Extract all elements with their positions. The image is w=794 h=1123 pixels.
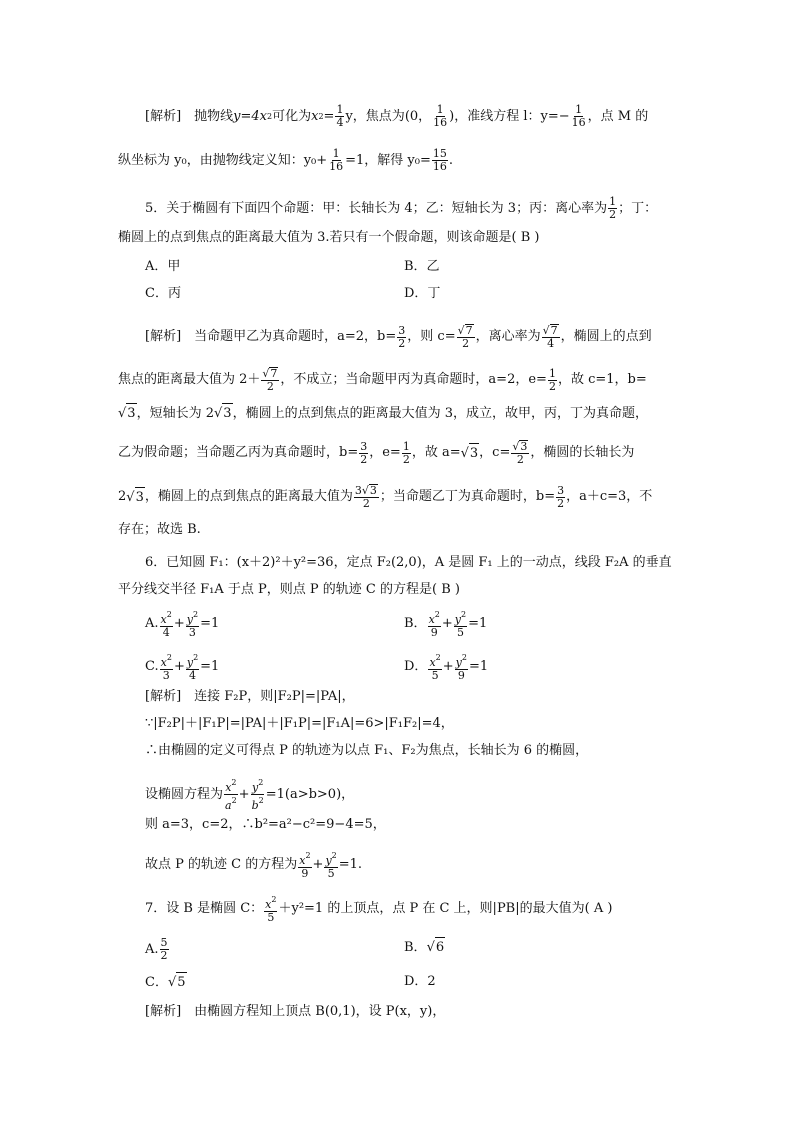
q6-line2: 平分线交半径 F₁A 于点 P，则点 P 的轨迹 C 的方程是( B ): [118, 582, 460, 597]
fraction: $\frac{1}{16}$: [571, 103, 586, 129]
text: [解析] 抛物线: [145, 108, 234, 124]
text: .: [448, 152, 454, 168]
q7-option-c: C． √5: [145, 972, 187, 993]
q6-option-d: D． $\frac{x^2}{5}$ + $\frac{y^2}{9}$ =1: [404, 653, 489, 682]
q7-option-a: A. $\frac{5}{2}$: [145, 936, 168, 962]
fraction: $\frac{1}{16}$: [329, 147, 344, 173]
analysis5-line4: 乙为假命题；当命题乙丙为真命题时，b= $\frac{3}{2}$ ，e= $\frac{1}{2}$ ，故 a= √3 ，c= $\frac{√3}{2}$ ，椭圆的长轴长为: [118, 439, 635, 466]
analysis6-line1: [解析] 连接 F₂P，则|F₂P|=|PA|，: [145, 689, 355, 704]
text: 可化为: [272, 108, 312, 124]
analysis5-line3: √3 ，短轴长为 2 √3 ，椭圆上的点到焦点的距离最大值为 3，成立，故甲，丙，丁为真命题，: [118, 403, 648, 424]
q5-line1: [145, 196, 657, 221]
q7-option-d: D．2: [404, 974, 436, 989]
analysis4-line1: [解析] 抛物线 y=4x 2 可化为 x 2 = $\frac{1}{4}$ y，焦点为 (0， $\frac{1}{16}$ ) ，准线方程 l：y=− $\frac{1}{16}$ ，点 M 的: [145, 103, 649, 129]
analysis5-line2: 焦点的距离最大值为 2＋ $\frac{√7}{2}$ ，不成立；当命题甲丙为真命题时，a=2，e= $\frac{1}{2}$ ，故 c=1，b=: [118, 366, 647, 393]
eq: y=4x: [233, 108, 267, 124]
analysis5-line6: 存在；故选 B.: [118, 522, 201, 537]
text: =1，解得 y₀=: [345, 152, 431, 168]
text: ，准线方程 l：y=−: [454, 108, 570, 124]
q5-option-d: D．丁: [404, 286, 441, 301]
q5-option-c: C．丙: [145, 286, 181, 301]
analysis5-line5: 2 √3 ，椭圆上的点到焦点的距离最大值为 $\frac{3√3}{2}$ ；当命题乙丁为真命题时，b= $\frac{3}{2}$ ，a＋c=3，不: [118, 483, 653, 510]
fraction: $\frac{1}{4}$: [336, 103, 344, 129]
q6-line1: 6．已知圆 F₁：(x＋2)²＋y²=36，定点 F₂(2,0)，A 是圆 F₁ 上的一动点，线段 F₂A 的垂直: [145, 555, 672, 570]
analysis7-line1: [解析] 由椭圆方程知上顶点 B(0,1)，设 P(x，y)，: [145, 1004, 446, 1019]
q6-option-c: C. $\frac{x^2}{3}$ + $\frac{y^2}{4}$ =1: [145, 653, 220, 682]
q7-line1: 7．设 B 是椭圆 C： $\frac{x^2}{5}$ ＋y²=1 的上顶点，点 P 在 C 上，则|PB|的最大值为( A ): [145, 895, 613, 924]
analysis6-line6: 故点 P 的轨迹 C 的方程为 $\frac{x^2}{9}$ + $\frac{y^2}{5}$ =1.: [145, 851, 363, 880]
eq: x: [311, 108, 319, 124]
analysis5-line1: [解析] 当命题甲乙为真命题时，a=2，b= $\frac{3}{2}$ ，则 c= $\frac{√7}{2}$ ，离心率为 $\frac{√7}{4}$ ，椭圆上的点到: [145, 323, 652, 350]
text: ；丁：: [618, 200, 658, 216]
fraction: $\frac{15}{16}$: [432, 147, 447, 173]
text: 椭圆上的点到焦点的距离最大值为 3.若只有一个假命题，则该命题是( B ): [118, 230, 540, 245]
q5-option-b: B．乙: [404, 259, 440, 274]
analysis6-line4: 设椭圆方程为 $\frac{x^2}{a^2}$ + $\frac{y^2}{b^2}$ =1(a>b>0)，: [145, 778, 355, 812]
text: ，点 M 的: [587, 108, 649, 124]
q5-line2: [118, 228, 540, 248]
fraction: $\frac{1}{16}$: [433, 103, 448, 129]
q6-option-b: B． $\frac{x^2}{9}$ + $\frac{y^2}{5}$ =1: [404, 610, 488, 639]
q6-option-a: A. $\frac{x^2}{4}$ + $\frac{y^2}{3}$ =1: [145, 610, 220, 639]
analysis6-line3: ∴由椭圆的定义可得点 P 的轨迹为以点 F₁、F₂为焦点，长轴长为 6 的椭圆，: [145, 743, 589, 758]
text: y，焦点为: [345, 108, 405, 124]
text: 5．关于椭圆有下面四个命题：甲：长轴长为 4；乙：短轴长为 3；丙：离心率为: [145, 200, 608, 216]
analysis4-line2: [118, 148, 453, 173]
text: =: [323, 108, 335, 124]
fraction: $\frac{1}{2}$: [609, 195, 617, 221]
analysis6-line2: ∵|F₂P|＋|F₁P|=|PA|＋|F₁P|=|F₁A|=6>|F₁F₂|=4，: [145, 716, 454, 731]
analysis6-line5: 则 a=3，c=2，∴b²=a²−c²=9−4=5，: [145, 817, 386, 832]
q7-option-b: B． √6: [404, 937, 445, 958]
q5-option-a: A．甲: [145, 259, 181, 274]
text: 纵坐标为 y₀，由抛物线定义知：y₀+: [118, 152, 328, 168]
